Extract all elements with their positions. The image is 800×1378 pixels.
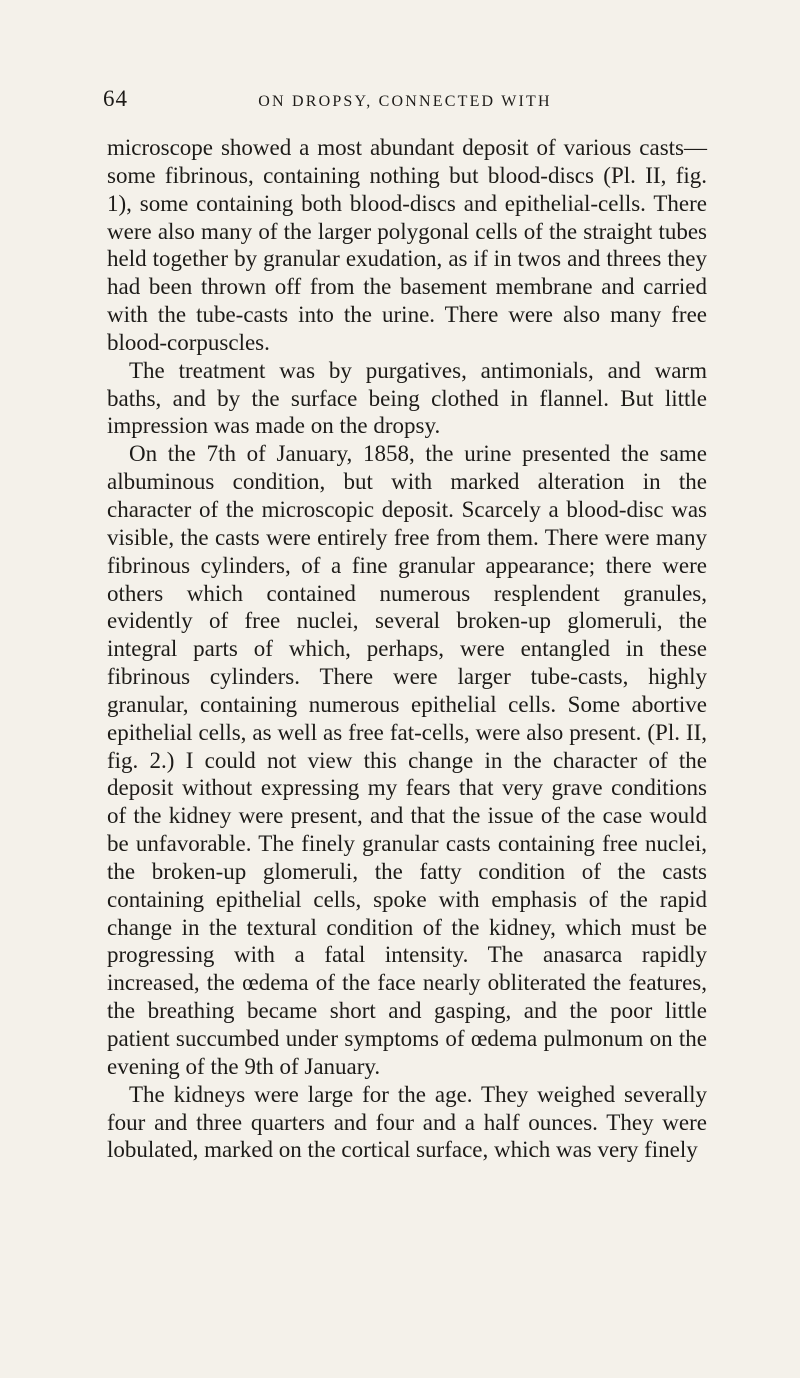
paragraph: The kidneys were large for the age. They weighed severally four and three quarters and four and a half ounces. They were lobulated, marked on the cortical surface, which was very finely: [107, 1081, 707, 1163]
paragraph: microscope showed a most abundant deposit of various casts—some fibrinous, containing nothing but blood-discs (Pl. II, fig. 1), some containing both blood-discs and epithelial-cells. There were also many of the larger polygonal cells of the straight tubes held together by granular exudation, as if in twos and threes they had been thrown off from the basement membrane and carried with the tube-casts into the urine. There were also many free blood-corpuscles.: [107, 135, 707, 355]
paragraph: The treatment was by purgatives, antimonials, and warm baths, and by the surface being clothed in flannel. But little impression was made on the dropsy.: [107, 357, 707, 439]
running-head: ON DROPSY, CONNECTED WITH: [258, 93, 552, 110]
page-number: 64: [103, 86, 128, 111]
body-text: [107, 134, 707, 1164]
paragraph: On the 7th of January, 1858, the urine presented the same albuminous condition, but with marked alteration in the character of the microscopic deposit. Scarcely a blood-disc was visible, the casts were entirely free from them. There were many fibrinous cylinders, of a fine granular appearance; there were others which contained numerous resplendent granules, evidently of free nuclei, several broken-up glomeruli, the integral parts of which, perhaps, were entangled in these fibrinous cylinders. There were larger tube-casts, highly granular, containing numerous epithelial cells. Some abortive epithelial cells, as well as free fat-cells, were also present. (Pl. II, fig. 2.) I could not view this change in the character of the deposit without expressing my fears that very grave conditions of the kidney were present, and that the issue of the case would be unfavorable. The finely granular casts containing free nuclei, the broken-up glomeruli, the fatty condition of the casts containing epithelial cells, spoke with emphasis of the rapid change in the textural condition of the kidney, which must be progressing with a fatal intensity. The anasarca rapidly increased, the œdema of the face nearly obliterated the features, the breathing became short and gasping, and the poor little patient succumbed under symptoms of œdema pulmonum on the evening of the 9th of January.: [107, 441, 707, 1079]
